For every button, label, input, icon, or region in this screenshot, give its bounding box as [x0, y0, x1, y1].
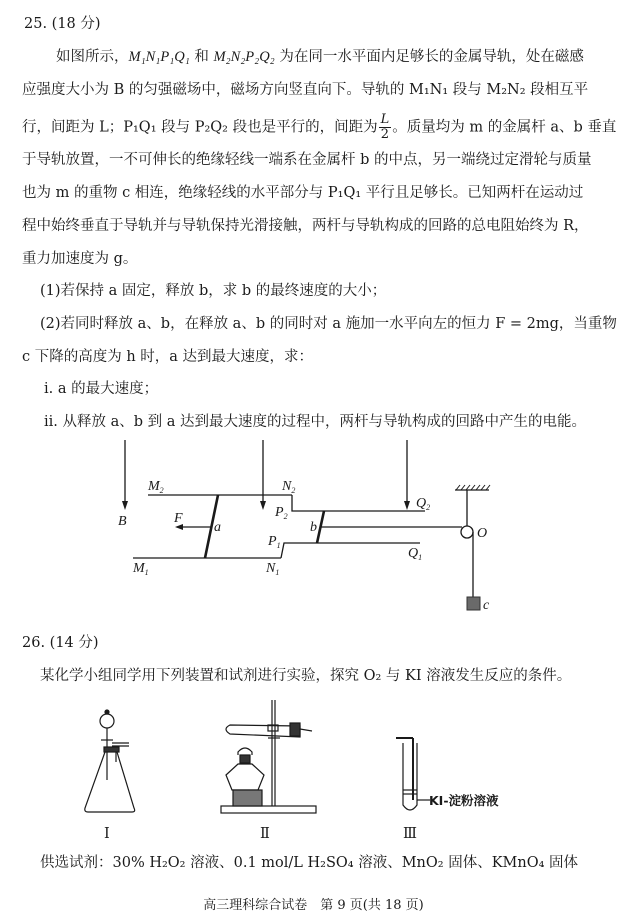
q25-subquestion-1: (1)若保持 a 固定，释放 b，求 b 的最终速度的大小； [40, 283, 387, 299]
rail-1-name: M₁N₁P₁Q₁ [128, 49, 190, 65]
label-text: P [268, 534, 277, 549]
label-sub: 2 [159, 486, 164, 495]
fraction-numerator: L [380, 112, 390, 127]
label-sub: 1 [418, 553, 423, 562]
text-segment: 和 [189, 49, 214, 65]
label-F: F [174, 511, 183, 526]
label-b: b [310, 520, 317, 535]
apparatus-I-flask [85, 710, 135, 812]
q25-subquestion-2-cont: c 下降的高度为 h 时，a 达到最大速度，求： [22, 349, 314, 365]
q26-intro: 某化学小组同学用下列装置和试剂进行实验，探究 O₂ 与 KI 溶液发生反应的条件。 [40, 668, 572, 684]
question-25-header: 25. (18 分) [24, 16, 101, 32]
text-segment: 为在同一水平面内足够长的金属导轨，处在磁感 [274, 49, 584, 65]
label-sub: 2 [283, 512, 288, 521]
label-text: N [266, 561, 276, 576]
q25-paragraph-line-5: 也为 m 的重物 c 相连，绝缘轻线的水平部分与 P₁Q₁ 平行且足够长。已知两杆在运动过 [22, 185, 584, 201]
q25-subquestion-2-i: ⅰ. a 的最大速度； [44, 381, 159, 397]
q25-subquestion-2-ii: ⅱ. 从释放 a、b 到 a 达到最大速度的过程中，两杆与导轨构成的回路中产生的电能。 [44, 414, 586, 430]
label-c: c [483, 598, 490, 613]
apparatus-III-annotation: KI-淀粉溶液 [429, 793, 499, 808]
label-sub: 1 [275, 568, 280, 577]
apparatus-II-heating [221, 700, 316, 813]
q25-subquestion-2: (2)若同时释放 a、b，在释放 a、b 的同时对 a 施加一水平向左的恒力 F = 2mg，当重物 [40, 316, 617, 332]
page-footer: 高三理科综合试卷 第 9 页(共 18 页) [203, 898, 424, 913]
label-text: Q [416, 496, 427, 511]
label-B: B [118, 514, 127, 529]
label-sub: 2 [426, 503, 431, 512]
label-text: M [133, 561, 145, 576]
label-O: O [477, 526, 488, 541]
q26-reagents: 供选试剂：30% H₂O₂ 溶液、0.1 mol/L H₂SO₄ 溶液、MnO₂ 固体、KMnO₄ 固体 [40, 855, 579, 871]
question-26-header: 26. (14 分) [22, 635, 99, 651]
apparatus-label-III: Ⅲ [403, 826, 417, 842]
text-segment: 行，间距为 L；P₁Q₁ 段与 P₂Q₂ 段也是平行的，间距为 [22, 119, 378, 136]
q25-paragraph-line-7: 重力加速度为 g。 [22, 251, 138, 267]
apparatus-label-II: Ⅱ [260, 826, 270, 842]
label-sub: 2 [291, 486, 296, 495]
label-a: a [214, 520, 221, 535]
label-sub: 1 [276, 541, 281, 550]
q25-paragraph-line-6: 程中始终垂直于导轨并与导轨保持光滑接触，两杆与导轨构成的回路的总电阻始终为 R， [22, 218, 589, 234]
apparatus-label-I: Ⅰ [104, 826, 110, 842]
text-segment: 。质量均为 m 的金属杆 a、b 垂直 [392, 119, 617, 136]
label-sub: 1 [144, 568, 149, 577]
q25-paragraph-line-4: 于导轨放置，一不可伸长的绝缘轻线一端系在金属杆 b 的中点，另一端绕过定滑轮与质量 [22, 152, 592, 168]
label-text: P [275, 505, 284, 520]
fraction-denominator: 2 [380, 127, 390, 142]
label-text: M [148, 479, 160, 494]
text-segment: 如图所示， [56, 49, 129, 65]
label-text: N [282, 479, 292, 494]
label-text: Q [408, 546, 419, 561]
rail-2-name: M₂N₂P₂Q₂ [213, 49, 275, 65]
q25-paragraph-line-2: 应强度大小为 B 的匀强磁场中，磁场方向竖直向下。导轨的 M₁N₁ 段与 M₂N₂ 段相互平 [22, 82, 589, 98]
apparatus-III-test-tube [396, 738, 430, 810]
